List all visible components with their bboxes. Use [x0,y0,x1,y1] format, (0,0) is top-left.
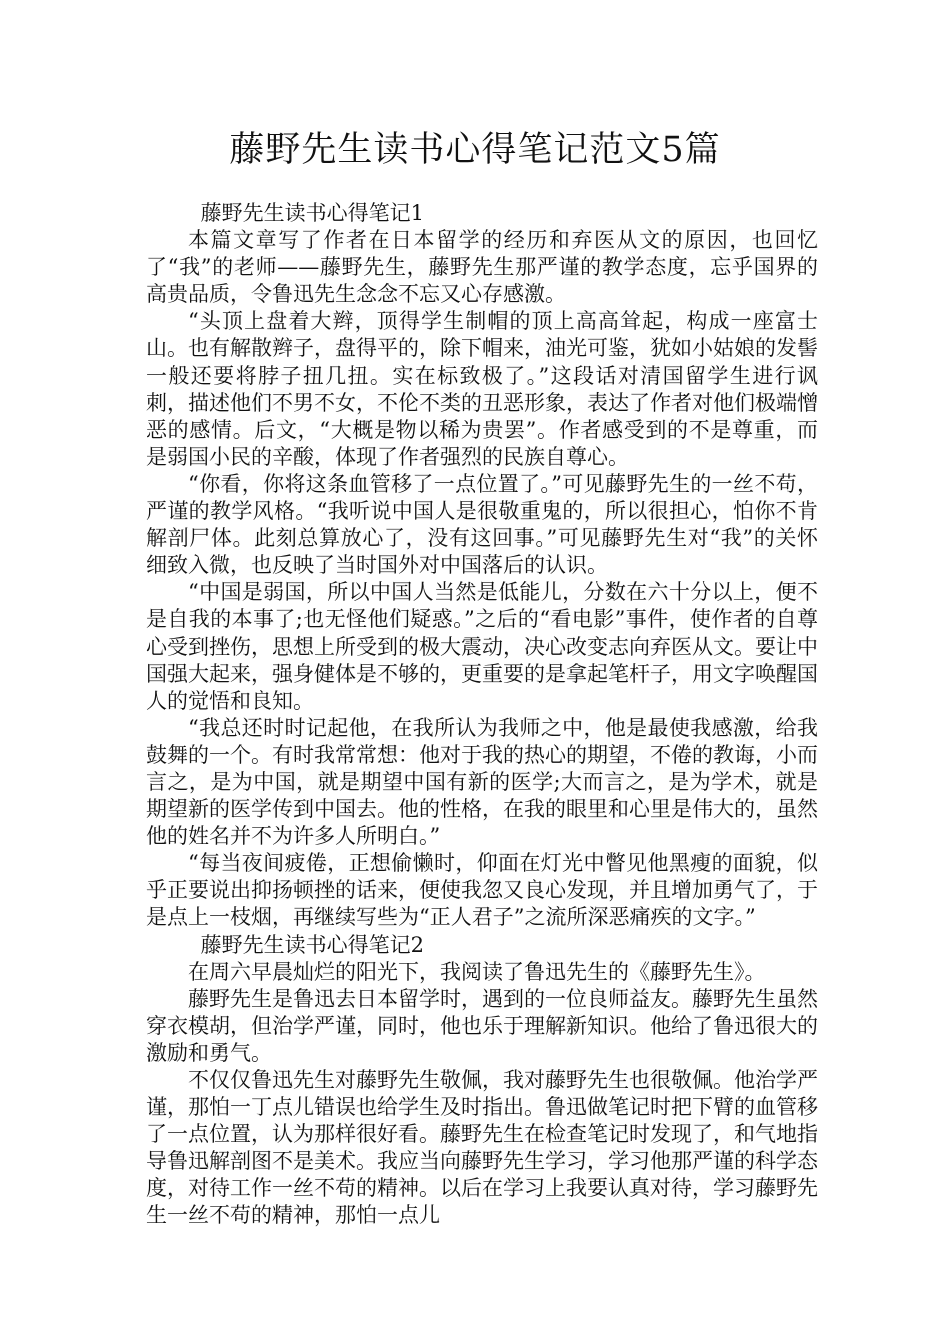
paragraph: 藤野先生是鲁迅去日本留学时，遇到的一位良师益友。藤野先生虽然穿衣模胡，但治学严谨，同时，他也乐于理解新知识。他给了鲁迅很大的激励和勇气。 [146,986,818,1065]
section-heading: 藤野先生读书心得笔记1 [200,201,424,225]
paragraph: “中国是弱国，所以中国人当然是低能儿，分数在六十分以上，便不是自我的本事了;也无怪他们疑惑。”之后的“看电影”事件，使作者的自尊心受到挫伤，思想上所受到的极大震动，决心改变志向弃医从文。要让中国强大起来，强身健体是不够的，更重要的是拿起笔杆子，用文字唤醒国人的觉悟和良知。 [146,580,818,713]
paragraph: “我总还时时记起他，在我所认为我师之中，他是最使我感激，给我鼓舞的一个。有时我常常想：他对于我的热心的期望，不倦的教诲，小而言之，是为中国，就是期望中国有新的医学;大而言之，是为学术，就是期望新的医学传到中国去。他的性格，在我的眼里和心里是伟大的，虽然他的姓名并不为许多人所明白。” [146,715,818,849]
paragraph: “每当夜间疲倦，正想偷懒时，仰面在灯光中瞥见他黑瘦的面貌，似乎正要说出抑扬顿挫的话来，便使我忽又良心发现，并且增加勇气了，于是点上一枝烟，再继续写些为“正人君子”之流所深恶痛疾的文字。” [146,851,818,930]
document-body [146,200,818,1230]
section-heading: 藤野先生读书心得笔记2 [200,932,424,957]
paragraph: 在周六早晨灿烂的阳光下，我阅读了鲁迅先生的《藤野先生》。 [188,959,766,984]
paragraph: 本篇文章写了作者在日本留学的经历和弃医从文的原因，也回忆了“我”的老师——藤野先生，藤野先生那严谨的教学态度，忘乎国界的高贵品质，令鲁迅先生念念不忘又心存感激。 [146,228,818,307]
page-title: 藤野先生读书心得笔记范文5篇 [229,130,721,170]
paragraph: “你看，你将这条血管移了一点位置了。”可见藤野先生的一丝不苟，严谨的教学风格。“我听说中国人是很敬重鬼的，所以很担心，怕你不肯解剖尸体。此刻总算放心了，没有这回事。”可见藤野先生对“我”的关怀细致入微，也反映了当时国外对中国落后的认识。 [146,471,818,578]
paragraph: 不仅仅鲁迅先生对藤野先生敬佩，我对藤野先生也很敬佩。他治学严谨，那怕一丁点儿错误也给学生及时指出。鲁迅做笔记时把下臂的血管移了一点位置，认为那样很好看。藤野先生在检查笔记时发现了，和气地指导鲁迅解剖图不是美术。我应当向藤野先生学习，学习他那严谨的科学态度，对待工作一丝不苟的精神。以后在学习上我要认真对待，学习藤野先生一丝不苟的精神，那怕一点儿 [146,1068,818,1228]
paragraph: “头顶上盘着大辫，顶得学生制帽的顶上高高耸起，构成一座富士山。也有解散辫子，盘得平的，除下帽来，油光可鉴，犹如小姑娘的发髻一般还要将脖子扭几扭。实在标致极了。”这段话对清国留学生进行讽刺，描述他们不男不女，不伦不类的丑恶形象，表达了作者对他们极端憎恶的感情。后文，“大概是物以稀为贵罢”。作者感受到的不是尊重，而是弱国小民的辛酸，体现了作者强烈的民族自尊心。 [146,309,818,469]
